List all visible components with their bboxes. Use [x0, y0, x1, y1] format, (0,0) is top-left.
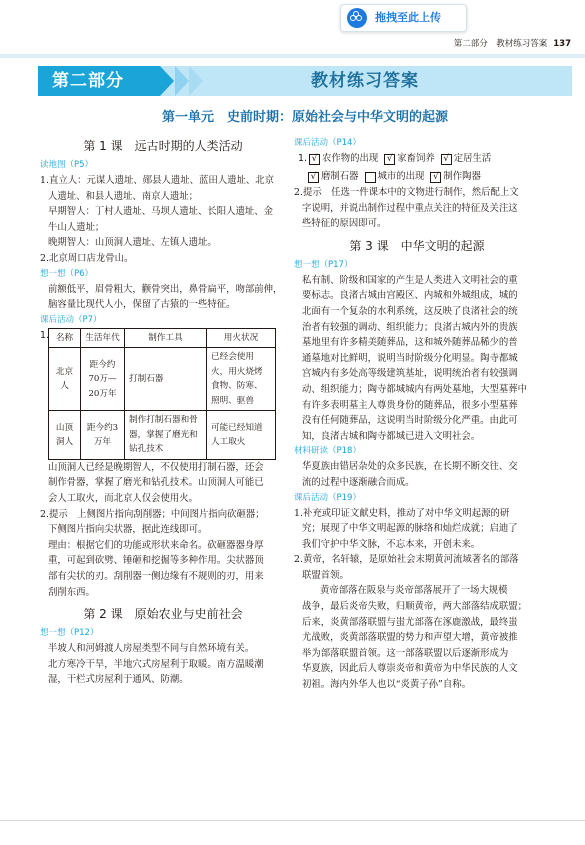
table-cell: 已经会使用火，用火烧烤食物、防寒、照明、驱兽 — [207, 348, 276, 411]
answer-line: 2.提示 上侧图片指向刮削器；中间图片指向砍砸器； — [40, 508, 265, 520]
table-row — [49, 348, 276, 411]
lesson-2-title: 第 2 课 原始农业与史前社会 — [83, 607, 243, 622]
answer-block — [294, 459, 540, 490]
section-label: 想一想（P6） — [40, 268, 94, 279]
checkbox-group — [294, 169, 540, 185]
table-header-cell: 生活年代 — [81, 328, 125, 348]
answer-line: 举为部落联盟首领。这一部落联盟以后逐渐形成为 — [302, 647, 509, 659]
table-cell: 北京人 — [49, 348, 81, 411]
table-cell: 距今约3万年 — [81, 411, 125, 460]
checkbox-item[interactable] — [384, 151, 435, 167]
answer-line: 墓地里有许多精美随葬品，这和城外随葬品稀少的普 — [302, 337, 518, 349]
section-label: 读地图（P5） — [40, 160, 94, 170]
answer-line: 流的过程中逐渐融合而成。 — [302, 476, 415, 488]
running-head — [454, 38, 571, 50]
checkbox-item[interactable] — [309, 151, 378, 167]
answer-line: 前额低平，眉骨粗大，颧骨突出，鼻骨扁平，吻部前伸， — [48, 283, 283, 295]
table-cell: 制作打制石器和骨器，掌握了磨光和钻孔技术 — [125, 411, 207, 460]
answer-line: 1.直立人：元谋人遗址、郧县人遗址、蓝田人遗址、北京 — [40, 175, 274, 186]
answer-line: 人遗址、和县人遗址、南京人遗址； — [48, 190, 199, 202]
checkbox[interactable] — [365, 172, 376, 183]
answer-line: 华夏族，因此后人尊崇炎帝和黄帝为中华民族的人文 — [302, 663, 518, 675]
checkbox-label: 家畜饲养 — [397, 153, 435, 164]
checkbox-label: 定居生活 — [453, 153, 492, 164]
answer-line: 下侧图片指向尖状器，据此连线即可。 — [48, 524, 208, 536]
answer-line: 后来，炎黄部落联盟与蚩尤部落在涿鹿激战，最终蚩 — [302, 616, 518, 628]
section-label: 想一想（P17） — [294, 259, 353, 270]
table-cell: 可能已经知道人工取火 — [207, 411, 276, 460]
checkbox-group — [294, 151, 540, 167]
section-label: 材料研读（P18） — [294, 446, 361, 457]
answer-line: 会人工取火，而北京人仅会使用火。 — [48, 492, 199, 504]
answer-line: 战争，最后炎帝失败，归顺黄帝，两大部落结成联盟； — [302, 601, 528, 613]
left-column — [40, 136, 286, 688]
section-label: 课后活动（P19） — [294, 492, 361, 503]
checkbox-label: 城市的出现 — [377, 171, 425, 182]
section-label: 想一想（P12） — [40, 628, 99, 639]
answer-block — [40, 328, 286, 600]
answer-line: 些特征的原因即可。 — [302, 218, 387, 230]
checkbox[interactable]: √ — [441, 154, 452, 165]
answer-line: 半坡人和河姆渡人房屋类型不同与自然环境有关。 — [48, 643, 255, 655]
answer-line: 重，可起到砍劈、锤砸和挖掘等多种作用。尖状器顶 — [48, 555, 264, 567]
answer-line: 要标志。良渚古城由宫殿区、内城和外城组成，城的 — [302, 290, 518, 302]
answer-line: 私有制、阶级和国家的产生是人类进入文明社会的重 — [302, 274, 518, 286]
lesson-3-title: 第 3 课 中华文明的起源 — [349, 238, 485, 253]
page-number: 137 — [553, 39, 571, 49]
answer-line: 动、组织能力；陶寺都城城内有两处墓地，大型墓葬中 — [302, 383, 528, 395]
answer-line: 理由：根据它们的功能或形状来命名。砍砸器器身厚 — [48, 539, 264, 551]
answer-line: 初祖。海内外华人也以“炎黄子孙”自称。 — [302, 679, 471, 691]
footer-divider — [0, 820, 585, 821]
answer-line: 刮削东西。 — [48, 586, 95, 598]
answer-line: 我们守护中华文脉，不忘本来，开创未来。 — [302, 538, 481, 550]
answer-line: 知，良渚古城和陶寺都城已进入文明社会。 — [302, 430, 481, 442]
section-label: 课后活动（P7） — [40, 314, 102, 325]
answer-line: 制作骨器，掌握了磨光和钻孔技术。山顶洞人可能已 — [48, 477, 264, 489]
upload-button-label: 拖拽至此上传 — [375, 11, 441, 24]
answer-line: 2.黄帝，名轩辕，是原始社会末期黄河流域著名的部落 — [294, 554, 519, 566]
answer-line: 字说明，并说出制作过程中重点关注的特征及关注这 — [302, 202, 518, 214]
checkbox-item[interactable] — [430, 169, 481, 185]
running-head-text: 第二部分 教材练习答案 — [453, 39, 548, 49]
checkbox-label: 农作物的出现 — [321, 153, 379, 164]
answer-line: 牛山人遗址； — [48, 221, 105, 233]
section-label: 课后活动（P14） — [294, 138, 361, 148]
question-number: 1. — [298, 153, 307, 164]
answer-line: 湿，干栏式房屋利于通风、防潮。 — [48, 674, 189, 686]
answer-line: 部有尖状的刃。刮削器一侧边缘有不规则的刃，用来 — [48, 570, 264, 582]
checkbox[interactable]: √ — [430, 172, 441, 183]
answer-line: 2.提示 任选一件课本中的文物进行制作，然后配上文 — [294, 187, 519, 198]
answer-line: 早期智人：丁村人遗址、马坝人遗址、长阳人遗址、金 — [48, 206, 274, 218]
checkbox[interactable]: √ — [309, 154, 320, 165]
answer-line: 有许多表明墓主人尊贵身份的随葬品，很多小型墓葬 — [302, 399, 518, 411]
table-cell: 山顶洞人 — [49, 411, 81, 460]
answer-line: 北面有一个复杂的水利系统，这反映了良渚社会的统 — [302, 305, 518, 317]
answer-line: 晚期智人：山顶洞人遗址、左镇人遗址。 — [48, 237, 217, 249]
answer-block — [294, 185, 540, 232]
checkbox-item[interactable] — [308, 169, 359, 185]
header-divider — [0, 54, 585, 58]
upload-button[interactable] — [340, 4, 467, 32]
checkbox-label: 制作陶器 — [443, 171, 481, 182]
banner-part-label: 第二部分 — [52, 71, 124, 91]
section-banner — [38, 66, 572, 96]
answer-block — [40, 173, 286, 267]
unit-title: 第一单元 史前时期：原始社会与中华文明的起源 — [161, 110, 448, 125]
table-header-row — [49, 328, 276, 348]
answer-block — [294, 273, 540, 445]
answer-line: 没有任何随葬品，这说明当时阶级分化严重。由此可 — [302, 415, 518, 427]
answer-line: 究；展现了中华文明起源的脉络和灿烂成就；启迪了 — [302, 523, 518, 535]
answer-line: 华夏族由错居杂处的众多民族，在长期不断交往、交 — [302, 461, 518, 473]
answer-line: 1.补充或印证文献史料，推动了对中华文明起源的研 — [294, 507, 510, 519]
lesson-1-title: 第 1 课 远古时期的人类活动 — [83, 139, 243, 153]
table-header-cell: 制作工具 — [125, 328, 207, 348]
cloud-upload-icon — [347, 8, 367, 28]
answer-block — [40, 282, 286, 313]
comparison-table — [48, 328, 276, 460]
answer-line: 通墓地对比鲜明，说明当时阶级分化明显。陶寺都城 — [302, 352, 518, 364]
answer-block — [294, 506, 540, 693]
answer-line: 山顶洞人已经是晚期智人，不仅使用打制石器，还会 — [48, 461, 264, 473]
table-row — [49, 411, 276, 460]
answer-line: 尤战败，炎黄部落联盟的势力和声望大增，黄帝被推 — [302, 632, 518, 644]
answer-block — [40, 641, 286, 688]
checkbox[interactable]: √ — [384, 154, 395, 165]
checkbox-item[interactable] — [365, 169, 425, 185]
banner-title: 教材练习答案 — [311, 71, 419, 91]
answer-line: 北方寒冷干旱，半地穴式房屋利于取暖。南方温暖潮 — [48, 658, 264, 670]
answer-line: 治者有较强的调动、组织能力；良渚古城内外的贵族 — [302, 321, 518, 333]
checkbox[interactable]: √ — [308, 172, 319, 183]
answer-line: 联盟首领。 — [302, 569, 349, 581]
table-header-cell: 名称 — [49, 328, 81, 348]
checkbox-label: 磨制石器 — [321, 171, 359, 182]
answer-line: 2.北京周口店龙骨山。 — [40, 252, 134, 264]
answer-line: 脑容量比现代人小，保留了古猿的一些特征。 — [48, 299, 236, 311]
table-cell: 距今约70万—20万年 — [81, 348, 125, 411]
table-header-cell: 用火状况 — [207, 328, 276, 348]
answer-line: 黄帝部落在阪泉与炎帝部落展开了一场大规模 — [320, 585, 508, 597]
checkbox-item[interactable] — [441, 151, 492, 167]
table-cell: 打制石器 — [125, 348, 207, 411]
answer-line: 宫城内有多处高等级建筑基址，说明统治者有较强调 — [302, 368, 518, 380]
right-column — [294, 136, 540, 693]
question-number: 1. — [40, 329, 49, 341]
